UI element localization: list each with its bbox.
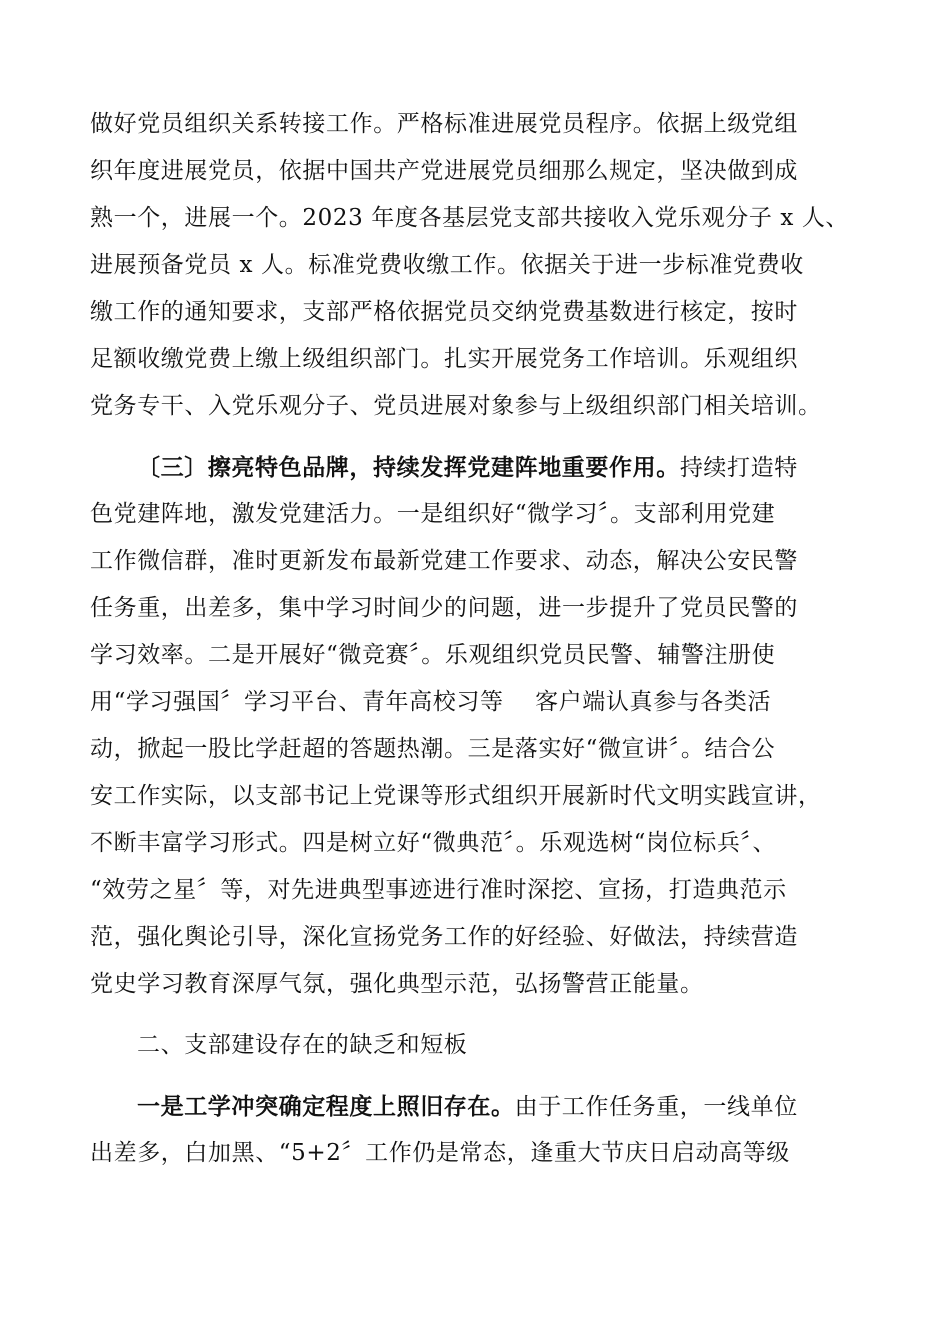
section-three-first-line [137, 452, 927, 484]
section-two-heading: 二、支部建设存在的缺乏和短板 [137, 1032, 468, 1058]
paragraph-line: 出差多，白加黑、“5+2〞工作仍是常态，逢重大节庆日启动高等级 [90, 1140, 790, 1166]
paragraph-line: 色党建阵地，激发党建活力。一是组织好“微学习〞。支部利用党建 [90, 501, 776, 527]
paragraph-line: “效劳之星〞等，对先进典型事迹进行准时深挖、宣扬，打造典范示 [90, 877, 787, 903]
paragraph-line: 党史学习教育深厚气氛，强化典型示范，弘扬警营正能量。 [90, 971, 704, 997]
item-one-first-line-text: 由于工作任务重，一线单位 [514, 1094, 798, 1120]
paragraph-line: 任务重，出差多，集中学习时间少的问题，进一步提升了党员民警的 [90, 595, 798, 621]
paragraph-line: 动，掀起一股比学赶超的答题热潮。三是落实好“微宣讲〞。结合公 [90, 736, 776, 762]
item-one-heading: 一是工学冲突确定程度上照旧存在。 [137, 1093, 515, 1120]
paragraph-line: 做好党员组织关系转接工作。严格标准进展党员程序。依据上级党组 [90, 111, 798, 137]
section-three-first-line-text: 持续打造特 [679, 455, 798, 481]
paragraph-line: 党务专干、入党乐观分子、党员进展对象参与上级组织部门相关培训。 [90, 393, 822, 419]
paragraph-line: 安工作实际，以支部书记上党课等形式组织开展新时代文明实践宣讲， [90, 783, 822, 809]
paragraph-line: 不断丰富学习形式。四是树立好“微典范〞。乐观选树“岗位标兵〞、 [90, 830, 777, 856]
paragraph-line: 进展预备党员 x 人。标准党费收缴工作。依据关于进一步标准党费收 [90, 252, 804, 278]
paragraph-line: 织年度进展党员，依据中国共产党进展党员细那么规定，坚决做到成 [90, 158, 798, 184]
paragraph-line: 用“学习强国〞学习平台、青年高校习等 客户端认真参与各类活 [90, 689, 772, 715]
paragraph-line: 缴工作的通知要求，支部严格依据党员交纳党费基数进行核定，按时 [90, 299, 798, 325]
section-three-heading: 〔三〕擦亮特色品牌，持续发挥党建阵地重要作用。 [137, 454, 680, 481]
paragraph-line: 足额收缴党费上缴上级组织部门。扎实开展党务工作培训。乐观组织 [90, 346, 798, 372]
paragraph-line: 范，强化舆论引导，深化宣扬党务工作的好经验、好做法，持续营造 [90, 924, 798, 950]
paragraph-line: 工作微信群，准时更新发布最新党建工作要求、动态，解决公安民警 [90, 548, 798, 574]
item-one-first-line [137, 1091, 927, 1123]
paragraph-line: 熟一个，进展一个。2023 年度各基层党支部共接收入党乐观分子 x 人、 [90, 205, 850, 231]
paragraph-line: 学习效率。二是开展好“微竞赛〞。乐观组织党员民警、辅警注册使 [90, 642, 776, 668]
